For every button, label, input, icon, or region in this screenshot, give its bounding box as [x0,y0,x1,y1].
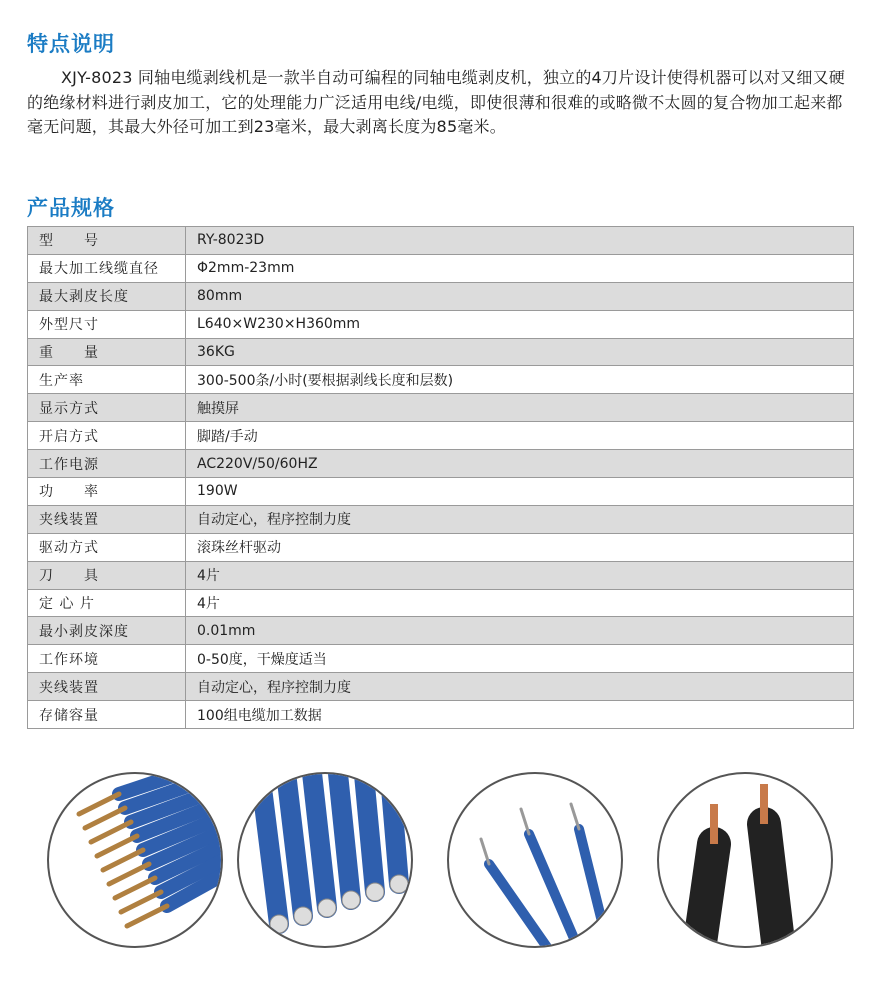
spec-value: 自动定心，程序控制力度 [186,673,854,701]
cable [259,774,279,924]
cable [389,774,399,884]
spec-row [28,338,854,366]
features-heading: 特点说明 [27,32,115,56]
cable [79,794,119,814]
spec-row [28,282,854,310]
spec-label: 最大剥皮长度 [28,282,186,310]
cable-photo-4 [657,772,833,948]
spec-value: 0-50度，干燥度适当 [186,645,854,673]
spec-value: 190W [186,478,854,506]
spec-value: 100组电缆加工数据 [186,701,854,729]
spec-row [28,254,854,282]
cable [521,809,529,834]
cable-core [710,804,718,844]
spec-value: 自动定心，程序控制力度 [186,505,854,533]
spec-label: 夹线装置 [28,505,186,533]
features-paragraph: XJY-8023 同轴电缆剥线机是一款半自动可编程的同轴电缆剥皮机，独立的4刀片设计使得机器可以对又细又硬的绝缘材料进行剥皮加工，它的处理能力广泛适用电线/电缆，即使很薄和很难的或略微不太圆的复合物加工起来都毫无问题，其最大外径可加工到23毫米，最大剥离长度为85毫米。 [27,68,845,137]
spec-label: 存储容量 [28,701,186,729]
cable-core [760,784,768,824]
spec-value: 滚珠丝杆驱动 [186,533,854,561]
cable [91,822,131,842]
spec-value: 触摸屏 [186,394,854,422]
spec-row [28,394,854,422]
cable-end [342,891,360,909]
spec-value: 0.01mm [186,617,854,645]
cable-end [366,883,384,901]
spec-value: 36KG [186,338,854,366]
cable-photo-1 [47,772,223,948]
spec-value: AC220V/50/60HZ [186,450,854,478]
spec-label: 显示方式 [28,394,186,422]
cable [85,808,125,828]
spec-value: 80mm [186,282,854,310]
cable-end [270,915,288,933]
spec-value: L640×W230×H360mm [186,310,854,338]
spec-row [28,422,854,450]
cable [127,906,167,926]
spec-label: 夹线装置 [28,673,186,701]
spec-row [28,645,854,673]
cable-end [390,875,408,893]
spec-row [28,701,854,729]
spec-row [28,505,854,533]
spec-label: 最小剥皮深度 [28,617,186,645]
spec-value: RY-8023D [186,227,854,255]
spec-label: 功 率 [28,478,186,506]
spec-row [28,366,854,394]
cable [699,844,714,948]
spec-label: 重 量 [28,338,186,366]
spec-label: 驱动方式 [28,533,186,561]
spec-label: 开启方式 [28,422,186,450]
spec-row [28,533,854,561]
spec-label: 工作电源 [28,450,186,478]
spec-label: 生产率 [28,366,186,394]
spec-row [28,227,854,255]
spec-row [28,561,854,589]
cable [363,774,375,892]
spec-label: 最大加工线缆直径 [28,254,186,282]
spec-label: 刀 具 [28,561,186,589]
cable [337,774,351,900]
cable-photo-2 [237,772,413,948]
spec-value: 300-500条/小时(要根据剥线长度和层数) [186,366,854,394]
cable [115,878,155,898]
spec-row [28,617,854,645]
cable [103,850,143,870]
cable [121,892,161,912]
spec-value: Φ2mm-23mm [186,254,854,282]
cable [481,839,489,864]
spec-label: 工作环境 [28,645,186,673]
spec-value: 脚踏/手动 [186,422,854,450]
cable [311,774,327,908]
cable-end [294,907,312,925]
specs-heading: 产品规格 [27,196,115,220]
cable [285,774,303,916]
spec-label: 外型尺寸 [28,310,186,338]
spec-row [28,673,854,701]
spec-row [28,478,854,506]
cable [489,864,549,948]
spec-value: 4片 [186,561,854,589]
cable [579,829,609,948]
spec-row [28,310,854,338]
spec-value: 4片 [186,589,854,617]
spec-row [28,589,854,617]
spec-label: 定 心 片 [28,589,186,617]
cable [97,836,137,856]
cable [571,804,579,829]
cable [764,824,779,948]
specs-table [27,226,854,729]
cable [109,864,149,884]
cable-end [318,899,336,917]
cable-photo-3 [447,772,623,948]
spec-row [28,450,854,478]
spec-label: 型 号 [28,227,186,255]
